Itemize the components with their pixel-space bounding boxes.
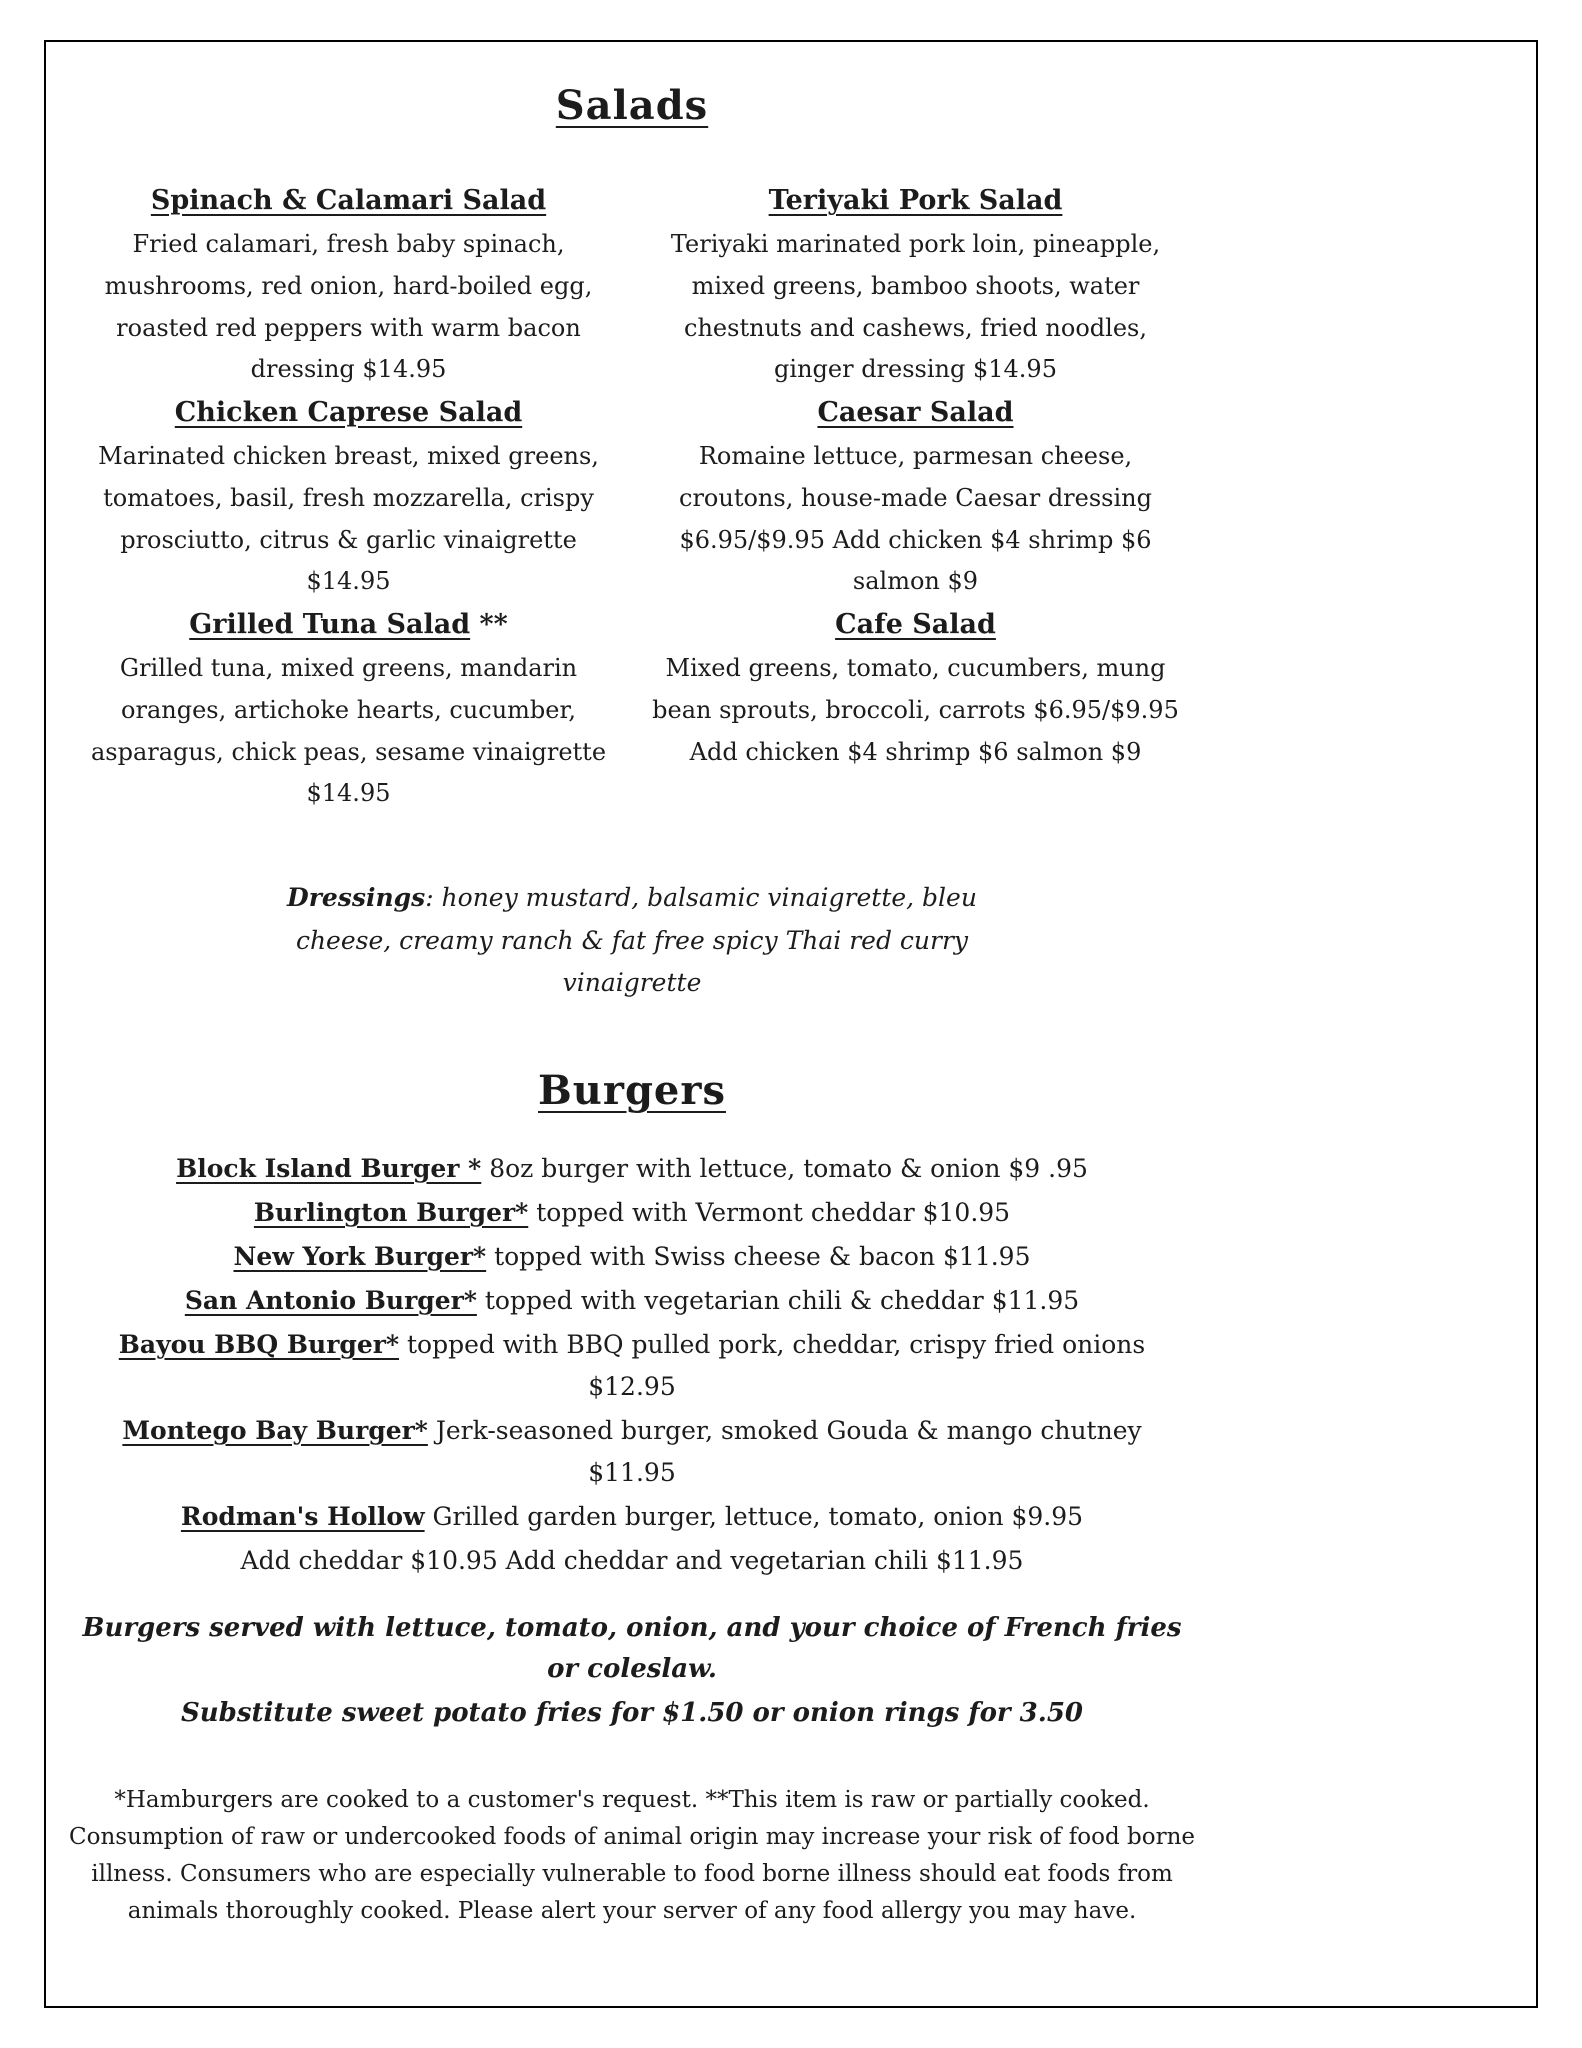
salads-columns — [82, 181, 1182, 821]
burger-notes — [82, 1608, 1182, 1735]
menu-item-grilled-tuna-salad — [82, 609, 615, 815]
burger-name: Burlington Burger* — [253, 1197, 529, 1227]
menu-item-title: Chicken Caprese Salad — [174, 397, 523, 428]
menu-item-bayou-bbq-burger — [82, 1324, 1182, 1408]
burger-description: Jerk-seasoned burger, smoked Gouda & mango chutney $11.95 — [427, 1415, 1142, 1487]
page-border — [44, 40, 1538, 2008]
menu-item-block-island-burger — [82, 1148, 1182, 1190]
burger-name: Montego Bay Burger* — [122, 1415, 428, 1445]
dressings-text: : honey mustard, balsamic vinaigrette, bleu cheese, creamy ranch & fat free spicy Thai red curry vinaigrette — [295, 883, 977, 997]
burger-description: topped with vegetarian chili & cheddar $11.95 — [476, 1285, 1080, 1315]
menu-item-description: Grilled tuna, mixed greens, mandarin oranges, artichoke hearts, cucumber, asparagus, chick peas, sesame vinaigrette $14.95 — [90, 654, 607, 808]
salads-right-column — [649, 181, 1182, 821]
menu-item-spinach-calamari-salad — [82, 185, 615, 391]
burgers-section-title: Burgers — [538, 1066, 726, 1114]
burger-name: Rodman's Hollow — [180, 1501, 425, 1531]
dressings-label: Dressings — [287, 883, 426, 912]
burger-name: San Antonio Burger* — [184, 1285, 477, 1315]
burger-add-options: Add cheddar $10.95 Add cheddar and vegetarian chili $11.95 — [240, 1545, 1024, 1575]
burger-description: Grilled garden burger, lettuce, tomato, onion $9.95 — [424, 1501, 1084, 1531]
burger-substitute-note: Substitute sweet potato fries for $1.50 or onion rings for 3.50 — [180, 1697, 1084, 1728]
salads-left-column — [82, 181, 615, 821]
menu-item-rodmans-hollow — [82, 1496, 1182, 1538]
burger-name: Block Island Burger * — [176, 1153, 482, 1183]
menu-item-description: Fried calamari, fresh baby spinach, mushrooms, red onion, hard-boiled egg, roasted red peppers with warm bacon dressing $14.95 — [104, 230, 593, 384]
menu-item-cafe-salad — [649, 609, 1182, 773]
menu-item-burlington-burger — [82, 1192, 1182, 1234]
salads-section-title: Salads — [555, 82, 709, 129]
menu-item-title: Teriyaki Pork Salad — [768, 185, 1063, 216]
menu-item-title: Caesar Salad — [817, 397, 1014, 428]
menu-item-title: Cafe Salad — [835, 609, 996, 640]
menu-item-title: Grilled Tuna Salad ** — [189, 609, 508, 640]
menu-item-san-antonio-burger — [82, 1280, 1182, 1322]
dressings-note — [272, 877, 992, 1005]
menu-content — [69, 42, 1195, 1929]
menu-item-new-york-burger — [82, 1236, 1182, 1278]
menu-item-description: Marinated chicken breast, mixed greens, tomatoes, basil, fresh mozzarella, crispy prosciutto, citrus & garlic vinaigrette $14.95 — [98, 442, 599, 596]
burger-name: Bayou BBQ Burger* — [118, 1329, 400, 1359]
menu-item-teriyaki-pork-salad — [649, 185, 1182, 391]
burger-description: topped with Swiss cheese & bacon $11.95 — [486, 1241, 1031, 1271]
menu-item-description: Mixed greens, tomato, cucumbers, mung bean sprouts, broccoli, carrots $6.95/$9.95 Add chicken $4 shrimp $6 salmon $9 — [652, 654, 1179, 766]
burger-serving-note: Burgers served with lettuce, tomato, onion, and your choice of French fries or coleslaw. — [82, 1612, 1182, 1685]
menu-item-chicken-caprese-salad — [82, 397, 615, 603]
burger-description: topped with Vermont cheddar $10.95 — [528, 1197, 1011, 1227]
health-disclaimer: *Hamburgers are cooked to a customer's request. **This item is raw or partially cooked. Consumption of raw or undercooked foods of animal origin may increase your risk of food borne illness. Consumers who are especially vulnerable to food borne illness should eat foods from animals thoroughly cooked. Please alert your server of any food allergy you may have. — [69, 1787, 1195, 1924]
menu-item-montego-bay-burger — [82, 1410, 1182, 1494]
burgers-list — [82, 1148, 1182, 1735]
menu-item-description: Teriyaki marinated pork loin, pineapple, mixed greens, bamboo shoots, water chestnuts and cashews, fried noodles, ginger dressing $14.95 — [670, 230, 1161, 384]
burger-name: New York Burger* — [233, 1241, 487, 1271]
menu-item-description: Romaine lettuce, parmesan cheese, croutons, house-made Caesar dressing $6.95/$9.95 Add chicken $4 shrimp $6 salmon $9 — [679, 442, 1152, 596]
menu-item-caesar-salad — [649, 397, 1182, 603]
menu-item-title: Spinach & Calamari Salad — [150, 185, 547, 216]
burger-description: topped with BBQ pulled pork, cheddar, crispy fried onions $12.95 — [399, 1329, 1146, 1401]
burger-description: 8oz burger with lettuce, tomato & onion $9 .95 — [481, 1153, 1088, 1183]
